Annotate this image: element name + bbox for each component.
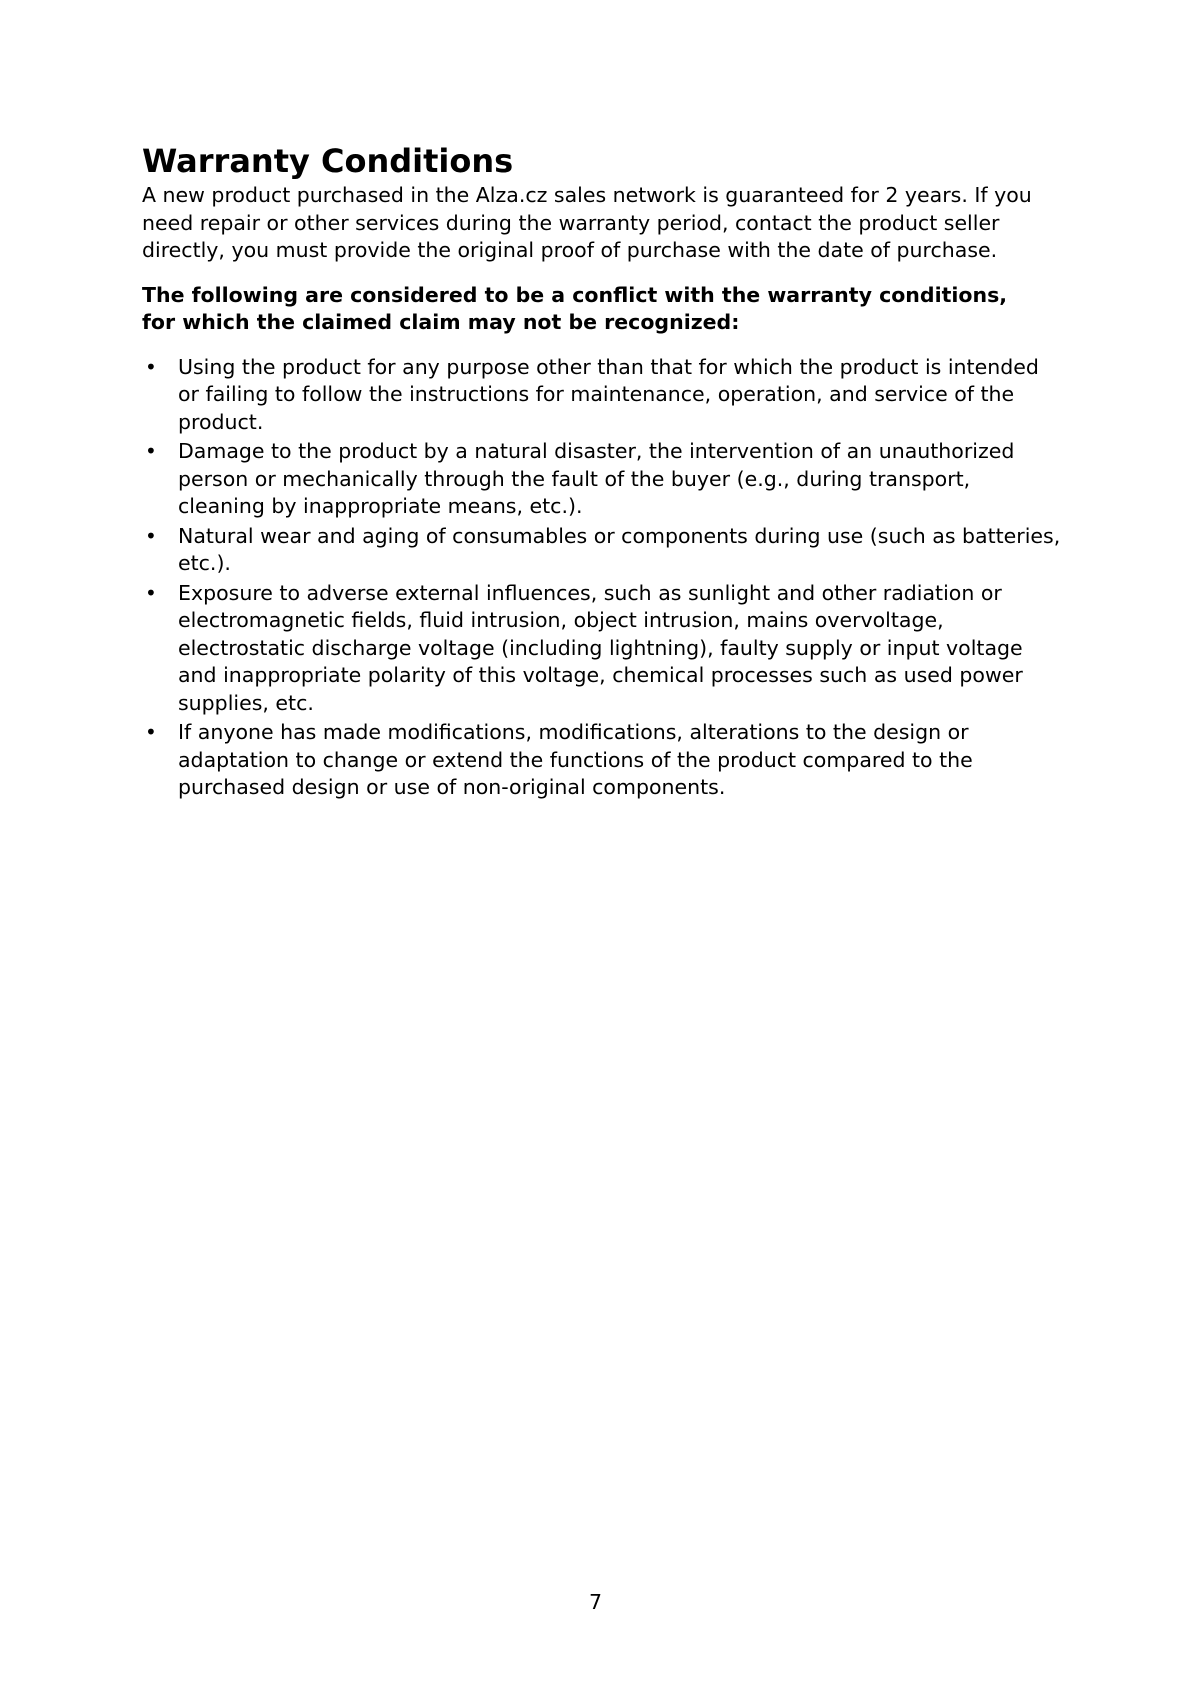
list-item-text: Exposure to adverse external influences, such as sunlight and other radiation or electromagnetic fields, fluid intrusion, object intrusion, mains overvoltage, electrostatic discharge voltage (including lightning), faulty supply or input voltage and inappropriate polarity of this voltage, chemical processes such as used power supplies, etc. [178,580,1023,715]
intro-paragraph: A new product purchased in the Alza.cz sales network is guaranteed for 2 years. If you need repair or other services during the warranty period, contact the product seller directly, you must provide the original proof of purchase with the date of purchase. [142,183,1032,262]
bullet-icon: • [145,720,157,744]
bullet-icon: • [145,523,157,548]
bullet-icon: • [145,439,157,463]
list-item-text: Natural wear and aging of consumables or components during use (such as batteries, etc.). [178,523,1061,575]
list-item-text: If anyone has made modifications, modifications, alterations to the design or adaptation to change or extend the functions of the product compared to the purchased design or use of non-original components. [178,720,973,799]
conflict-subheading: The following are considered to be a conflict with the warranty conditions, for which the claimed claim may not be recognized: [142,282,1008,334]
list-item [142,580,1062,718]
list-item [142,438,1062,521]
bullet-icon: • [145,580,157,605]
list-item [142,719,1062,802]
bullet-icon: • [145,354,157,379]
list-item-text: Damage to the product by a natural disaster, the intervention of an unauthorized person or mechanically through the fault of the buyer (e.g., during transport, cleaning by inappropriate means, etc.). [178,439,1015,518]
document-content [142,140,1062,804]
page-title: Warranty Conditions [142,142,514,180]
page-number: 7 [588,1590,603,1614]
list-item [142,523,1062,578]
conflict-list [142,354,1062,802]
list-item-text: Using the product for any purpose other than that for which the product is intended or failing to follow the instructions for maintenance, operation, and service of the product. [178,354,1039,434]
list-item [142,354,1062,437]
